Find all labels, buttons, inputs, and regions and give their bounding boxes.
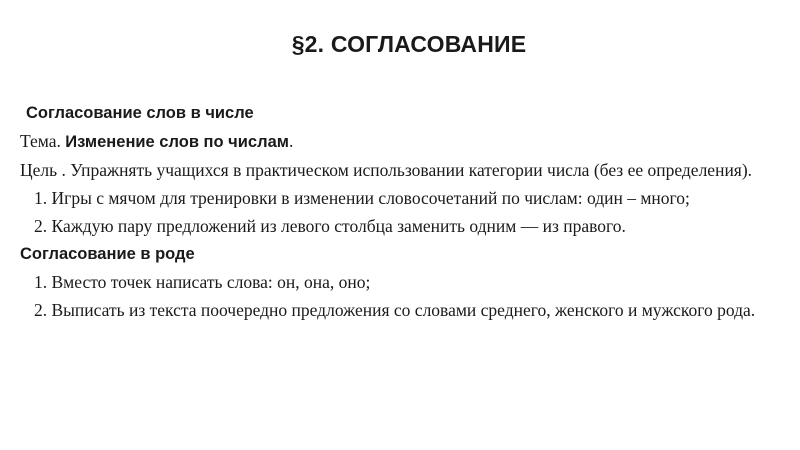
topic-end: . xyxy=(288,131,294,151)
list-item: 1. Игры с мячом для тренировки в изменении словосочетаний по числам: один – много; xyxy=(34,188,690,208)
topic-label: Тема. xyxy=(20,131,66,151)
section-heading-gender: Согласование в роде xyxy=(20,245,195,263)
goal-text: Цель . Упражнять учащихся в практическом использовании категории числа (без ее определения). xyxy=(20,160,753,180)
topic-value: Изменение слов по числам xyxy=(65,133,289,151)
topic-line xyxy=(20,131,760,153)
slide-body xyxy=(20,103,760,328)
list-item: 2. Каждую пару предложений из левого столбца заменить одним — из правого. xyxy=(34,216,626,236)
list-item: 2. Выписать из текста поочередно предложения со словами среднего, женского и мужского рода. xyxy=(34,300,756,320)
list-item: 1. Вместо точек написать слова: он, она, оно; xyxy=(34,272,371,292)
slide-title: §2. СОГЛАСОВАНИЕ xyxy=(291,31,527,57)
section-heading-number: Согласование слов в числе xyxy=(26,104,254,122)
